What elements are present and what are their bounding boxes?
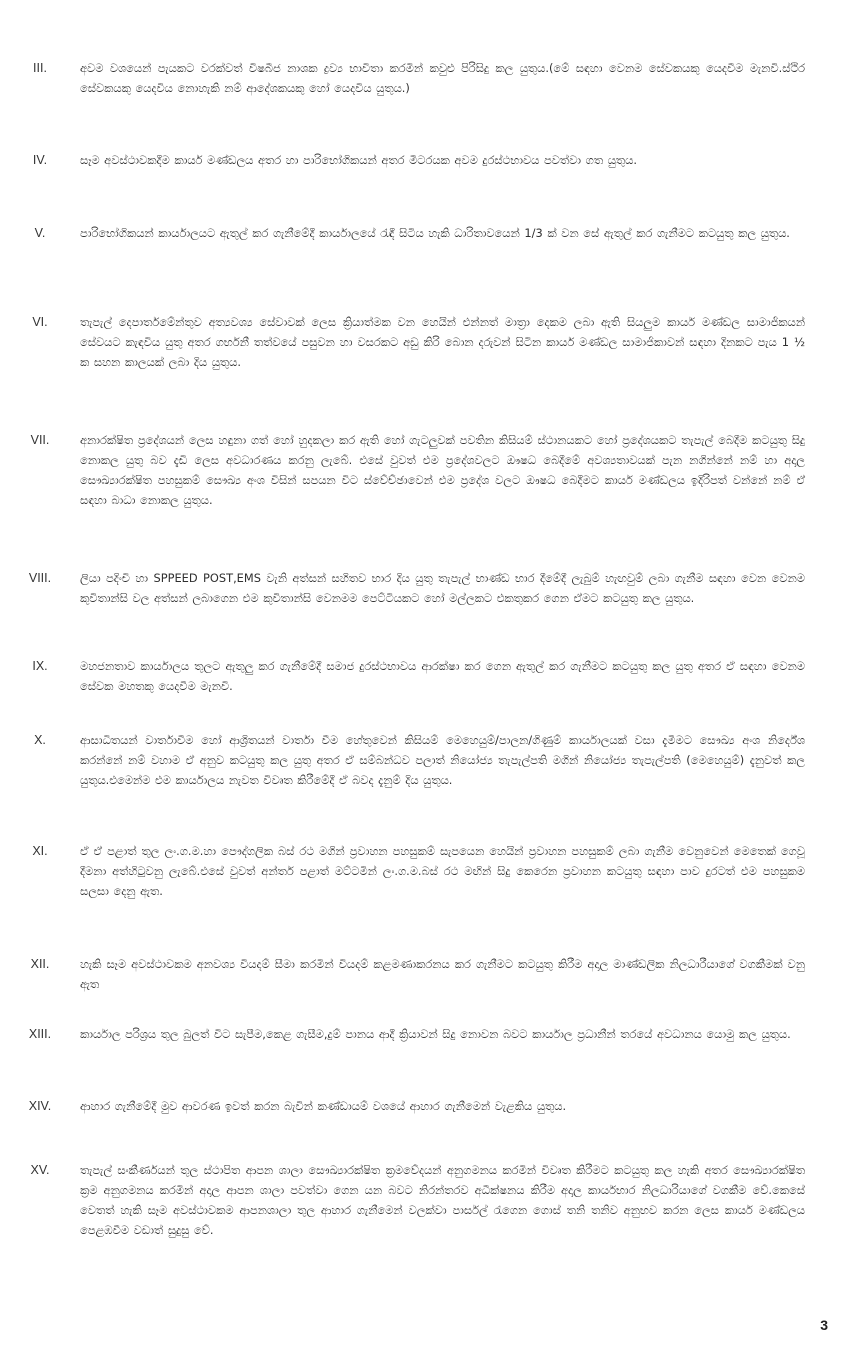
item-numeral: IX.: [32, 659, 48, 673]
item-numeral: XIV.: [28, 1099, 52, 1113]
page-number: 3: [820, 1317, 828, 1333]
item-numeral: XI.: [32, 844, 48, 858]
item-text: තැපැල් දෙපාර්තමේන්තුව අත්‍යවශ්‍ය සේවාවක් ලෙස ක්‍රියාත්මක වන හෙයින් එන්නත් මාත්‍රා දෙකම ලබා ඇති සියලුම කාර්ය මණ්ඩල සාමාජිකයන් සේවයට කැඳවිය යුතු අතර ගර්භනී තත්වයේ පසුවන හා වසරකට අඩු කිරි බොන දරුවන් සිටින කාර්ය මණ්ඩල සාමාජිකාවන් සඳහා දිනකට පැය 1 ½ ක සහන කාලයක් ලබා දිය යුතුය.: [80, 315, 805, 369]
item-numeral: XII.: [30, 957, 50, 971]
item-numeral: VIII.: [28, 571, 52, 585]
item-text: අනාරක්ෂිත ප්‍රදේශයන් ලෙස හඳුනා ගත් හෝ හුදකලා කර ඇති හෝ ගැටලුවක් පවතින කිසියම් ස්ථානයකට හෝ ප්‍රදේශයකට තැපැල් බෙදීම කටයුතු සිදු නොකල යුතු බව දැඩි ලෙස අවධාරණය කරනු ලැබේ. එසේ වුවත් එම ප්‍රදේශවලට ඖෂධ බෙදීමේ අවශ්‍යතාවයක් පැන නගින්නේ නම් හා අදාල සෞඛ්‍යාරක්ෂිත පහසුකම් සෞඛ්‍ය අංශ විසින් සපයන විට ස්වේච්ඡාවෙන් එම ප්‍රදේශ වලට ඖෂධ බෙදීමට කාර්ය මණ්ඩලය ඉදිරිපත් වන්නේ නම් ඒ සඳහා බාධා නොකල යුතුය.: [80, 433, 805, 507]
item-text: ලියා පදිංචි හා SPPEED POST,EMS වැනි අත්සන් සහිතව භාර දිය යුතු තැපැල් භාණ්ඩ භාර දීමේදී ලැබුම් හැඟවුම් ලබා ගැනීම සඳහා වෙන වෙනම කුවිතාන්සි වල අත්සන් ලබාගෙන එම කුවිතාන්සි වෙනමම පෙට්ටියකට හෝ මල්ලකට එකතුකර ගෙන ඒමට කටයුතු කල යුතුය.: [80, 571, 805, 605]
item-numeral: X.: [34, 733, 46, 747]
item-text: මහජනතාව කාර්යාලය තුලට ඇතුලු කර ගැනීමේදී සමාජ දුරස්ථභාවය ආරක්ෂා කර ගෙන ඇතුල් කර ගැනීමට කටයුතු කල යුතු අතර ඒ සඳහා වෙනම සේවක මහතකු යෙදවීම මැනවි.: [80, 659, 805, 693]
item-numeral: IV.: [32, 153, 48, 167]
item-text: සෑම අවස්ථාවකදීම කාර්ය මණ්ඩලය අතර හා පාරිභෝගිකයන් අතර මීටරයක අවම දුරස්ථභාවය පවත්වා ගත යුතුය.: [80, 153, 637, 167]
item-text: හැකි සෑම අවස්ථාවකම අනවශ්‍ය වියදම් සීමා කරමින් වියදම් කළමණාකරනය කර ගැනීමට කටයුතු කිරීම අදාල මාණ්ඩලික නිලධාරීයාගේ වගකීමක් වනු ඇත: [80, 957, 805, 991]
item-text: පාරිභෝගිකයන් කාර්යාලයට ඇතුල් කර ගැනීමේදී කාර්යාලයේ රැඳී සිටිය හැකි ධාරිතාවයෙන් 1/3 ක් වන සේ ඇතුල් කර ගැනීමට කටයුතු කල යුතුය.: [80, 226, 790, 240]
item-numeral: III.: [33, 61, 47, 75]
item-numeral: XIII.: [28, 1027, 52, 1041]
item-numeral: VI.: [32, 315, 48, 329]
item-numeral: VII.: [30, 433, 50, 447]
item-text: තැපැල් සංකීර්ණයන් තුල ස්ථාපිත ආපන ශාලා සෞඛ්‍යාරක්ෂිත ක්‍රමවේදයන් අනුගමනය කරමින් විවෘත කිරීමට කටයුතු කල හැකි අතර සෞඛ්‍යාරක්ෂිත ක්‍රම අනුගමනය කරමින් අදාල ආපන ශාලා පවත්වා ගෙන යන බවට නිරන්තරව අධීක්ෂනය කිරීම අදාල කාර්යභාර නිලධාරියාගේ වගකීම වේ.කෙසේ වෙතත් හැකි සෑම අවස්ථාවකම ආපනශාලා තුල ආහාර ගැනීමෙන් වලක්වා පාර්සල් රැගෙන ගොස් තනි තනිව අනුභව කරන ලෙස කාර්ය මණ්ඩලය පෙළඹවීම වඩාත් සුදුසු වේ.: [80, 1163, 805, 1237]
item-numeral: XV.: [30, 1163, 50, 1177]
item-text: ආහාර ගැනීමේදී මුව ආවරණ ඉවත් කරන බැවින් කණ්ඩායම් වශයේ ආහාර ගැනීමෙන් වැළකිය යුතුය.: [80, 1099, 567, 1113]
item-numeral: V.: [34, 226, 46, 240]
item-text: කාර්යාල පරිශ්‍රය තුල බුලත් විට සැපීම,කෙළ ගැසීම,දුම් පානය ආදී ක්‍රියාවන් සිදු නොවන බවට කාර්යාල ප්‍රධානීන් තරයේ අවධානය යොමු කල යුතුය.: [80, 1027, 791, 1041]
item-text: ඒ ඒ පළාත් තුල ලං.ග.ම.හා පෞද්ගලික බස් රථ මගින් ප්‍රවාහන පහසුකම් සැපයෙන හෙයින් ප්‍රවාහන පහසුකම් ලබා ගැනීම වෙනුවෙන් මෙතෙක් ගෙවූ දීමනා අත්හිටුවනු ලැබේ.එසේ වුවත් අන්තර් පළාත් මට්ටමින් ලං.ග.ම.බස් රථ මඟින් සිදු කෙරෙන ප්‍රවාහන කටයුතු සඳහා පාව දුරටත් එම පහසුකම සලසා දෙනු ඇත.: [80, 844, 805, 898]
item-text: ආසාධිතයන් වාර්තාවීම හෝ ආශ්‍රිතයන් වාර්තා වීම හේතුවෙන් කිසියම් මෙහෙයුම්/පාලන/ගිණුම් කාර්යාලයක් වසා දැමීමට සෞඛ්‍ය අංශ නිර්දේශ කරන්නේ නම් වහාම ඒ අනුව කටයුතු කල යුතු අතර ඒ සම්බන්ධව පලාත් නියෝජ්‍ය තැපැල්පති මගින් නියෝජ්‍ය තැපැල්පති (මෙහෙයුම්) දැනුවත් කල යුතුය.එමෙන්ම එම කාර්යාලය නැවත විවෘත කිරීමේදී ඒ බවද දැනුම් දිය යුතුය.: [80, 733, 805, 787]
item-text: අවම වශයෙන් පැයකට වරක්වත් විෂබීජ නාශක ද්‍රව්‍ය භාවිතා කරමින් කවුළු පිරිසිදු කල යුතුය.(මේ සඳහා වෙනම සේවකයකු යෙදවීම මැනවි.ස්ථිර සේවකයකු යෙදවිය නොහැකි නම් ආදේශකයකු හෝ යෙදවිය යුතුය.): [80, 61, 805, 95]
